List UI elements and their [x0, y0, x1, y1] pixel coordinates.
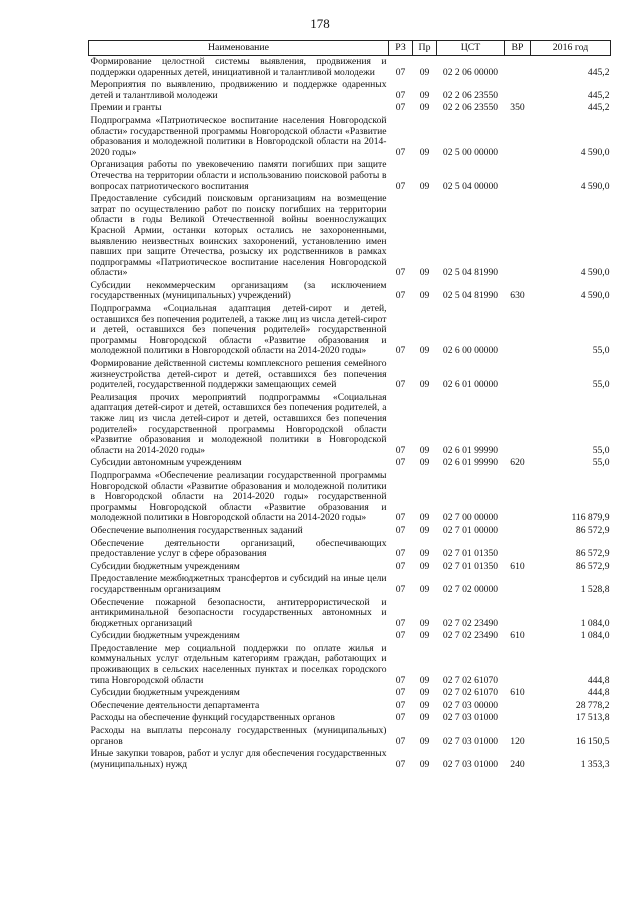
cell-name: Субсидии некоммерческим организациям (за исключением государственных (муниципальных) учреждений)	[90, 279, 387, 302]
cell-rz: 07	[395, 524, 406, 536]
table-row	[89, 538, 611, 561]
cell-vr	[505, 392, 531, 458]
table-row	[89, 303, 611, 358]
cell-cst: 02 6 00 00000	[442, 345, 499, 357]
cell-pr: 09	[419, 180, 430, 192]
cell-vr: 350	[510, 102, 525, 114]
cell-rz: 07	[395, 735, 406, 747]
cell-cst: 02 7 03 01000	[442, 758, 499, 770]
cell-pr: 09	[419, 102, 430, 114]
cell-vr	[505, 597, 531, 631]
cell-rz: 07	[395, 180, 406, 192]
cell-vr	[505, 159, 531, 193]
cell-name: Обеспечение выполнения государственных заданий	[90, 524, 303, 536]
cell-vr	[505, 56, 531, 80]
cell-rz: 07	[395, 758, 406, 770]
cell-sum: 86 572,9	[575, 548, 610, 560]
cell-vr	[505, 79, 531, 102]
cell-pr: 09	[419, 89, 430, 101]
cell-vr: 610	[510, 560, 525, 572]
cell-rz: 07	[395, 674, 406, 686]
cell-pr: 09	[419, 687, 430, 699]
table-row	[89, 643, 611, 687]
cell-name: Субсидии бюджетным учреждениям	[90, 560, 240, 572]
cell-name: Формирование целостной системы выявления, продвижения и поддержки одаренных детей, инициативной и талантливой молодежи	[90, 56, 387, 78]
cell-sum: 4 590,0	[580, 290, 610, 302]
cell-pr: 09	[419, 267, 430, 279]
table-row	[89, 193, 611, 280]
cell-cst: 02 7 02 61070	[442, 687, 499, 699]
cell-cst: 02 7 02 61070	[442, 674, 499, 686]
cell-sum: 4 590,0	[580, 267, 610, 279]
cell-cst: 02 7 03 00000	[442, 699, 499, 711]
cell-vr: 240	[510, 758, 525, 770]
cell-vr: 120	[510, 735, 525, 747]
table-row	[89, 470, 611, 525]
table-row	[89, 748, 611, 771]
cell-rz: 07	[395, 146, 406, 158]
cell-vr	[505, 470, 531, 525]
cell-name: Формирование действенной системы комплексного решения семейного жизнеустройства детей-сирот и детей, оставшихся без попечения родителей, государственной поддержки замещающих семей	[90, 358, 387, 391]
cell-vr	[505, 115, 531, 159]
table-row	[89, 573, 611, 596]
header-year: 2016 год	[531, 41, 611, 56]
cell-cst: 02 7 03 01000	[442, 735, 499, 747]
cell-rz: 07	[395, 267, 406, 279]
cell-vr	[505, 358, 531, 392]
cell-vr: 610	[510, 630, 525, 642]
cell-pr: 09	[419, 444, 430, 456]
cell-vr	[505, 712, 531, 725]
cell-sum: 16 150,5	[575, 735, 610, 747]
cell-name: Предоставление мер социальной поддержки по оплате жилья и коммунальных услуг отдельным категориям граждан, работающих и проживающих в сельских населенных пунктах и поселках городского типа Новгородской области	[90, 642, 387, 686]
cell-rz: 07	[395, 457, 406, 469]
cell-cst: 02 6 01 99990	[442, 444, 499, 456]
cell-sum: 17 513,8	[575, 712, 610, 724]
cell-vr	[505, 700, 531, 713]
cell-name: Субсидии автономным учреждениям	[90, 457, 242, 469]
cell-cst: 02 5 04 81990	[442, 267, 499, 279]
table-row	[89, 115, 611, 159]
cell-vr	[505, 643, 531, 687]
table-row	[89, 712, 611, 725]
table-row	[89, 700, 611, 713]
cell-vr	[505, 303, 531, 358]
cell-vr	[505, 538, 531, 561]
cell-sum: 4 590,0	[580, 180, 610, 192]
table-row	[89, 392, 611, 458]
cell-pr: 09	[419, 548, 430, 560]
cell-vr: 630	[510, 290, 525, 302]
cell-sum: 1 353,3	[580, 758, 610, 770]
cell-cst: 02 6 01 99990	[442, 457, 499, 469]
cell-cst: 02 2 06 23550	[442, 102, 499, 114]
cell-pr: 09	[419, 524, 430, 536]
cell-name: Субсидии бюджетным учреждениям	[90, 630, 240, 642]
table-row	[89, 597, 611, 631]
header-vr: ВР	[505, 41, 531, 56]
cell-rz: 07	[395, 583, 406, 595]
page-number: 178	[310, 16, 330, 31]
cell-vr	[505, 193, 531, 280]
cell-pr: 09	[419, 583, 430, 595]
table-row	[89, 56, 611, 80]
cell-sum: 445,2	[587, 102, 610, 114]
cell-name: Расходы на обеспечение функций государственных органов	[90, 712, 335, 724]
cell-name: Субсидии бюджетным учреждениям	[90, 687, 240, 699]
cell-sum: 444,8	[587, 674, 610, 686]
header-rz: РЗ	[389, 41, 413, 56]
cell-cst: 02 7 00 00000	[442, 512, 499, 524]
cell-sum: 445,2	[587, 89, 610, 101]
cell-pr: 09	[419, 66, 430, 78]
cell-cst: 02 2 06 23550	[442, 89, 499, 101]
cell-vr: 620	[510, 457, 525, 469]
cell-rz: 07	[395, 66, 406, 78]
table-row	[89, 630, 611, 643]
cell-pr: 09	[419, 457, 430, 469]
cell-rz: 07	[395, 290, 406, 302]
cell-rz: 07	[395, 89, 406, 101]
cell-sum: 55,0	[592, 345, 610, 357]
cell-name: Обеспечение деятельности департамента	[90, 699, 260, 711]
cell-rz: 07	[395, 548, 406, 560]
cell-pr: 09	[419, 712, 430, 724]
cell-sum: 116 879,9	[571, 512, 610, 524]
cell-sum: 445,2	[587, 66, 610, 78]
cell-name: Мероприятия по выявлению, продвижению и поддержке одаренных детей и талантливой молодежи	[90, 79, 387, 101]
cell-cst: 02 5 00 00000	[442, 146, 499, 158]
budget-table	[88, 40, 611, 771]
cell-name: Премии и гранты	[90, 102, 162, 114]
cell-name: Предоставление межбюджетных трансфертов и субсидий на иные цели государственным организациям	[90, 573, 387, 595]
cell-name: Подпрограмма «Социальная адаптация детей-сирот и детей, оставшихся без попечения родителей, а также лиц из числа детей-сирот и детей, оставшихся без попечения родителей» государственной программы Новгородской области «Развитие образования и молодежной политики в Новгородской области на 2014-2020 годы»	[90, 303, 387, 357]
cell-sum: 1 528,8	[580, 583, 610, 595]
table-row	[89, 79, 611, 102]
cell-cst: 02 7 02 23490	[442, 617, 499, 629]
cell-cst: 02 7 03 01000	[442, 712, 499, 724]
header-pr: Пр	[413, 41, 437, 56]
cell-name: Обеспечение деятельности организаций, обеспечивающих предоставление услуг в сфере образования	[90, 537, 387, 560]
cell-cst: 02 5 04 00000	[442, 180, 499, 192]
cell-cst: 02 7 01 01350	[442, 560, 499, 572]
cell-name: Иные закупки товаров, работ и услуг для обеспечения государственных (муниципальных) нужд	[90, 748, 387, 770]
cell-pr: 09	[419, 735, 430, 747]
table-row	[89, 725, 611, 748]
cell-rz: 07	[395, 617, 406, 629]
cell-name: Подпрограмма «Обеспечение реализации государственной программы Новгородской области «Развитие образования и молодежной политики в Новгородской области на 2014-2020 годы» государственной программы Новгородской области «Развитие образования и молодежной политики в Новгородской области на 2014-2020 годы»	[90, 469, 387, 524]
cell-sum: 55,0	[592, 379, 610, 391]
cell-rz: 07	[395, 712, 406, 724]
cell-sum: 55,0	[592, 457, 610, 469]
table-row	[89, 159, 611, 193]
cell-sum: 1 084,0	[580, 630, 610, 642]
cell-name: Расходы на выплаты персоналу государственных (муниципальных) органов	[90, 725, 387, 747]
table-row	[89, 358, 611, 392]
table-row	[89, 687, 611, 700]
header-cst: ЦСТ	[437, 41, 505, 56]
cell-cst: 02 6 01 00000	[442, 379, 499, 391]
cell-vr: 610	[510, 687, 525, 699]
cell-rz: 07	[395, 687, 406, 699]
cell-pr: 09	[419, 674, 430, 686]
cell-cst: 02 7 02 23490	[442, 630, 499, 642]
cell-pr: 09	[419, 560, 430, 572]
cell-cst: 02 7 01 00000	[442, 524, 499, 536]
cell-rz: 07	[395, 379, 406, 391]
cell-rz: 07	[395, 699, 406, 711]
header-name: Наименование	[89, 41, 389, 56]
cell-pr: 09	[419, 758, 430, 770]
cell-sum: 444,8	[587, 687, 610, 699]
cell-pr: 09	[419, 617, 430, 629]
cell-rz: 07	[395, 345, 406, 357]
cell-sum: 86 572,9	[575, 524, 610, 536]
cell-cst: 02 7 01 01350	[442, 548, 499, 560]
cell-name: Подпрограмма «Патриотическое воспитание населения Новгородской области» государственной программы Новгородской области «Развитие образования и молодежной политики в Новгородской области на 2014-2020 годы»	[90, 114, 387, 158]
table-row	[89, 457, 611, 470]
cell-sum: 86 572,9	[575, 560, 610, 572]
table-row	[89, 102, 611, 115]
cell-pr: 09	[419, 379, 430, 391]
table-row	[89, 561, 611, 574]
cell-pr: 09	[419, 146, 430, 158]
cell-cst: 02 7 02 00000	[442, 583, 499, 595]
cell-rz: 07	[395, 630, 406, 642]
cell-rz: 07	[395, 512, 406, 524]
cell-sum: 55,0	[592, 444, 610, 456]
cell-pr: 09	[419, 699, 430, 711]
cell-vr	[505, 573, 531, 596]
cell-vr	[505, 525, 531, 538]
table-header-row	[89, 41, 611, 56]
cell-rz: 07	[395, 102, 406, 114]
cell-cst: 02 2 06 00000	[442, 66, 499, 78]
cell-pr: 09	[419, 345, 430, 357]
cell-pr: 09	[419, 512, 430, 524]
cell-name: Обеспечение пожарной безопасности, антитеррористической и антикриминальной безопасности государственных автономных и бюджетных организаций	[90, 596, 387, 629]
cell-rz: 07	[395, 444, 406, 456]
cell-name: Предоставление субсидий поисковым организациям на возмещение затрат по осуществлению работ по поиску погибших на территории области в годы Великой Отечественной войны военнослужащих Красной Армии, останки которых остались не захороненными, выявлению неизвестных воинских захоронений, установлению имен павших при защите Отечества, розыску их родственников в рамках подпрограммы «Патриотическое воспитание населения Новгородской области»	[90, 193, 387, 279]
table-row	[89, 280, 611, 303]
cell-sum: 28 778,2	[575, 699, 610, 711]
cell-sum: 1 084,0	[580, 617, 610, 629]
table-row	[89, 525, 611, 538]
cell-pr: 09	[419, 630, 430, 642]
cell-name: Организация работы по увековечению памяти погибших при защите Отечества на территории области и использованию поисковой работы в вопросах патриотического воспитания	[90, 159, 387, 192]
cell-cst: 02 5 04 81990	[442, 290, 499, 302]
cell-pr: 09	[419, 290, 430, 302]
cell-name: Реализация прочих мероприятий подпрограммы «Социальная адаптация детей-сирот и детей, оставшихся без попечения родителей, а также лиц из числа детей-сирот и детей, оставшихся без попечения родителей» государственной программы Новгородской области «Развитие образования и молодежной политики в Новгородской области на 2014-2020 годы»	[90, 391, 387, 456]
cell-rz: 07	[395, 560, 406, 572]
cell-sum: 4 590,0	[580, 146, 610, 158]
